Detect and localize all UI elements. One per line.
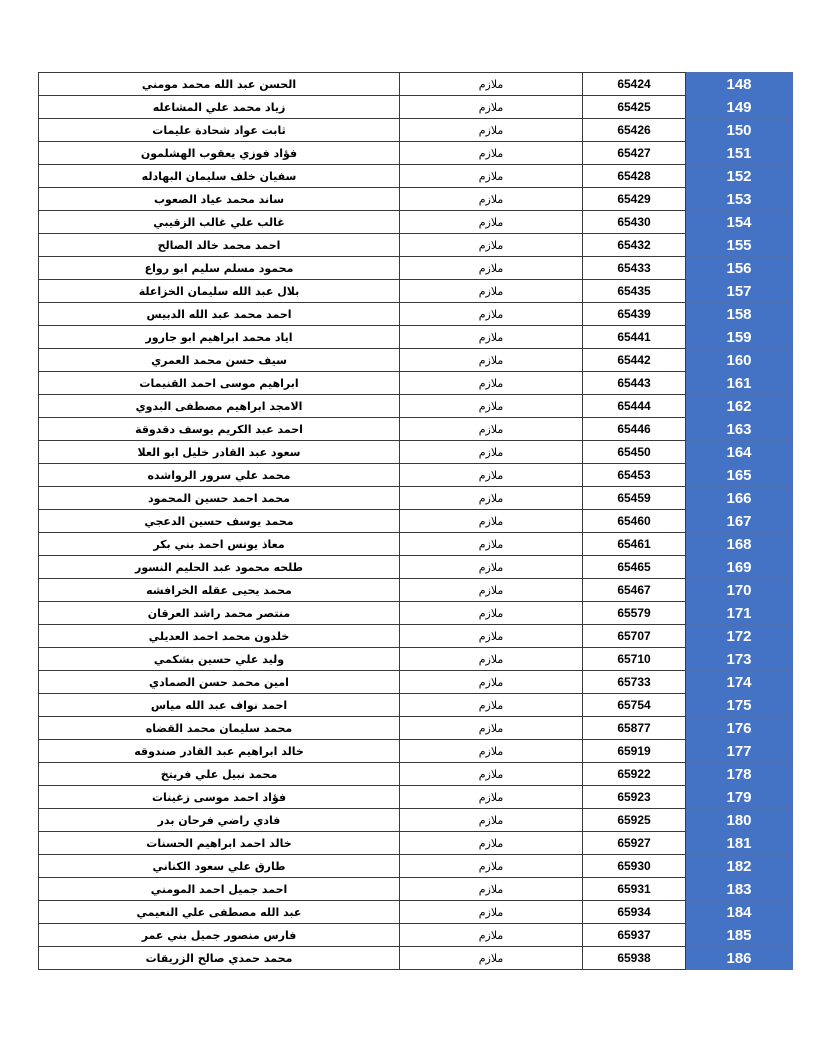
- officer-name-cell: الحسن عبد الله محمد مومني: [39, 73, 400, 96]
- table-row: [39, 763, 793, 786]
- military-number-cell: 65579: [583, 602, 686, 625]
- sequence-number-cell: 171: [686, 602, 793, 625]
- officer-name-cell: منتصر محمد راشد العرقان: [39, 602, 400, 625]
- rank-cell: ملازم: [400, 763, 583, 786]
- officer-name-cell: خلدون محمد احمد العديلي: [39, 625, 400, 648]
- military-number-cell: 65428: [583, 165, 686, 188]
- officer-name-cell: سعود عبد القادر خليل ابو العلا: [39, 441, 400, 464]
- rank-cell: ملازم: [400, 119, 583, 142]
- military-number-cell: 65453: [583, 464, 686, 487]
- military-number-cell: 65919: [583, 740, 686, 763]
- sequence-number-cell: 152: [686, 165, 793, 188]
- officer-name-cell: محمد نبيل علي فريتخ: [39, 763, 400, 786]
- military-number-cell: 65927: [583, 832, 686, 855]
- officer-name-cell: الامجد ابراهيم مصطفى البدوي: [39, 395, 400, 418]
- officer-name-cell: محمد علي سرور الرواشده: [39, 464, 400, 487]
- military-number-cell: 65439: [583, 303, 686, 326]
- sequence-number-cell: 164: [686, 441, 793, 464]
- rank-cell: ملازم: [400, 188, 583, 211]
- rank-cell: ملازم: [400, 211, 583, 234]
- sequence-number-cell: 185: [686, 924, 793, 947]
- sequence-number-cell: 183: [686, 878, 793, 901]
- rank-cell: ملازم: [400, 464, 583, 487]
- rank-cell: ملازم: [400, 786, 583, 809]
- table-row: [39, 280, 793, 303]
- sequence-number-cell: 169: [686, 556, 793, 579]
- rank-cell: ملازم: [400, 280, 583, 303]
- rank-cell: ملازم: [400, 947, 583, 970]
- table-row: [39, 832, 793, 855]
- sequence-number-cell: 178: [686, 763, 793, 786]
- officer-name-cell: احمد جميل احمد المومني: [39, 878, 400, 901]
- table-row: [39, 717, 793, 740]
- officer-name-cell: عبد الله مصطفى علي النعيمي: [39, 901, 400, 924]
- sequence-number-cell: 177: [686, 740, 793, 763]
- military-number-cell: 65433: [583, 257, 686, 280]
- officer-name-cell: محمد احمد حسين المحمود: [39, 487, 400, 510]
- officer-name-cell: احمد عبد الكريم يوسف دقدوقة: [39, 418, 400, 441]
- sequence-number-cell: 155: [686, 234, 793, 257]
- table-row: [39, 188, 793, 211]
- rank-cell: ملازم: [400, 349, 583, 372]
- sequence-number-cell: 158: [686, 303, 793, 326]
- officer-name-cell: اياد محمد ابراهيم ابو جارور: [39, 326, 400, 349]
- sequence-number-cell: 160: [686, 349, 793, 372]
- table-row: [39, 855, 793, 878]
- roster-body: [39, 73, 793, 970]
- rank-cell: ملازم: [400, 717, 583, 740]
- officer-name-cell: خالد احمد ابراهيم الحسنات: [39, 832, 400, 855]
- officer-name-cell: طارق علي سعود الكناني: [39, 855, 400, 878]
- officer-name-cell: فادي راضي فرحان بدر: [39, 809, 400, 832]
- military-number-cell: 65461: [583, 533, 686, 556]
- sequence-number-cell: 151: [686, 142, 793, 165]
- officer-name-cell: محمد يحيى عقله الخرافشه: [39, 579, 400, 602]
- military-number-cell: 65427: [583, 142, 686, 165]
- table-row: [39, 786, 793, 809]
- table-row: [39, 234, 793, 257]
- sequence-number-cell: 153: [686, 188, 793, 211]
- table-row: [39, 372, 793, 395]
- rank-cell: ملازم: [400, 648, 583, 671]
- officer-name-cell: محمد حمدي صالح الزريقات: [39, 947, 400, 970]
- table-row: [39, 924, 793, 947]
- table-row: [39, 142, 793, 165]
- table-row: [39, 947, 793, 970]
- sequence-number-cell: 154: [686, 211, 793, 234]
- rank-cell: ملازم: [400, 326, 583, 349]
- rank-cell: ملازم: [400, 901, 583, 924]
- military-number-cell: 65710: [583, 648, 686, 671]
- military-number-cell: 65707: [583, 625, 686, 648]
- sequence-number-cell: 161: [686, 372, 793, 395]
- military-number-cell: 65426: [583, 119, 686, 142]
- sequence-number-cell: 150: [686, 119, 793, 142]
- table-row: [39, 671, 793, 694]
- officer-name-cell: بلال عبد الله سليمان الخزاعلة: [39, 280, 400, 303]
- rank-cell: ملازم: [400, 533, 583, 556]
- rank-cell: ملازم: [400, 96, 583, 119]
- military-number-cell: 65934: [583, 901, 686, 924]
- table-row: [39, 395, 793, 418]
- rank-cell: ملازم: [400, 487, 583, 510]
- sequence-number-cell: 156: [686, 257, 793, 280]
- sequence-number-cell: 184: [686, 901, 793, 924]
- officer-name-cell: ثابت عواد شحادة عليمات: [39, 119, 400, 142]
- military-number-cell: 65444: [583, 395, 686, 418]
- military-number-cell: 65450: [583, 441, 686, 464]
- table-row: [39, 809, 793, 832]
- rank-cell: ملازم: [400, 142, 583, 165]
- officer-name-cell: احمد محمد خالد الصالح: [39, 234, 400, 257]
- sequence-number-cell: 182: [686, 855, 793, 878]
- sequence-number-cell: 175: [686, 694, 793, 717]
- officer-name-cell: طلحه محمود عبد الحليم النسور: [39, 556, 400, 579]
- officer-name-cell: غالب علي غالب الزقيبي: [39, 211, 400, 234]
- table-row: [39, 326, 793, 349]
- officer-name-cell: محمود مسلم سليم ابو رواع: [39, 257, 400, 280]
- officer-name-cell: فؤاد احمد موسى زغينات: [39, 786, 400, 809]
- table-row: [39, 901, 793, 924]
- table-row: [39, 349, 793, 372]
- rank-cell: ملازم: [400, 395, 583, 418]
- rank-cell: ملازم: [400, 878, 583, 901]
- rank-cell: ملازم: [400, 372, 583, 395]
- rank-cell: ملازم: [400, 625, 583, 648]
- table-row: [39, 648, 793, 671]
- rank-cell: ملازم: [400, 579, 583, 602]
- military-number-cell: 65877: [583, 717, 686, 740]
- table-row: [39, 556, 793, 579]
- officer-name-cell: امين محمد حسن الصمادي: [39, 671, 400, 694]
- rank-cell: ملازم: [400, 671, 583, 694]
- officer-name-cell: خالد ابراهيم عبد القادر صندوقه: [39, 740, 400, 763]
- rank-cell: ملازم: [400, 556, 583, 579]
- table-row: [39, 96, 793, 119]
- rank-cell: ملازم: [400, 257, 583, 280]
- military-number-cell: 65443: [583, 372, 686, 395]
- military-number-cell: 65442: [583, 349, 686, 372]
- rank-cell: ملازم: [400, 855, 583, 878]
- rank-cell: ملازم: [400, 832, 583, 855]
- officer-name-cell: ابراهيم موسى احمد القنيمات: [39, 372, 400, 395]
- table-row: [39, 625, 793, 648]
- military-number-cell: 65424: [583, 73, 686, 96]
- table-row: [39, 211, 793, 234]
- rank-cell: ملازم: [400, 740, 583, 763]
- table-row: [39, 73, 793, 96]
- officer-name-cell: فارس منصور جميل بني عمر: [39, 924, 400, 947]
- military-number-cell: 65754: [583, 694, 686, 717]
- officer-name-cell: وليد علي حسين بشكمي: [39, 648, 400, 671]
- sequence-number-cell: 176: [686, 717, 793, 740]
- sequence-number-cell: 173: [686, 648, 793, 671]
- military-number-cell: 65923: [583, 786, 686, 809]
- military-number-cell: 65733: [583, 671, 686, 694]
- sequence-number-cell: 186: [686, 947, 793, 970]
- table-row: [39, 418, 793, 441]
- sequence-number-cell: 172: [686, 625, 793, 648]
- table-row: [39, 878, 793, 901]
- sequence-number-cell: 148: [686, 73, 793, 96]
- sequence-number-cell: 163: [686, 418, 793, 441]
- officer-name-cell: محمد يوسف حسين الدعجي: [39, 510, 400, 533]
- military-number-cell: 65937: [583, 924, 686, 947]
- military-number-cell: 65430: [583, 211, 686, 234]
- sequence-number-cell: 159: [686, 326, 793, 349]
- table-row: [39, 510, 793, 533]
- officer-name-cell: ساند محمد عياد الصعوب: [39, 188, 400, 211]
- table-row: [39, 533, 793, 556]
- sequence-number-cell: 170: [686, 579, 793, 602]
- sequence-number-cell: 168: [686, 533, 793, 556]
- rank-cell: ملازم: [400, 694, 583, 717]
- sequence-number-cell: 157: [686, 280, 793, 303]
- military-number-cell: 65429: [583, 188, 686, 211]
- rank-cell: ملازم: [400, 602, 583, 625]
- officer-name-cell: زياد محمد علي المشاعله: [39, 96, 400, 119]
- rank-cell: ملازم: [400, 924, 583, 947]
- officer-name-cell: فؤاد فوزي يعقوب الهشلمون: [39, 142, 400, 165]
- rank-cell: ملازم: [400, 809, 583, 832]
- table-row: [39, 441, 793, 464]
- sequence-number-cell: 165: [686, 464, 793, 487]
- military-number-cell: 65432: [583, 234, 686, 257]
- rank-cell: ملازم: [400, 441, 583, 464]
- table-row: [39, 602, 793, 625]
- officer-name-cell: سفيان خلف سليمان البهادله: [39, 165, 400, 188]
- sequence-number-cell: 162: [686, 395, 793, 418]
- sequence-number-cell: 180: [686, 809, 793, 832]
- military-number-cell: 65460: [583, 510, 686, 533]
- table-row: [39, 303, 793, 326]
- sequence-number-cell: 174: [686, 671, 793, 694]
- table-row: [39, 694, 793, 717]
- military-number-cell: 65425: [583, 96, 686, 119]
- sequence-number-cell: 149: [686, 96, 793, 119]
- rank-cell: ملازم: [400, 510, 583, 533]
- military-number-cell: 65435: [583, 280, 686, 303]
- sequence-number-cell: 166: [686, 487, 793, 510]
- officer-name-cell: سيف حسن محمد العمري: [39, 349, 400, 372]
- officer-name-cell: محمد سليمان محمد القضاه: [39, 717, 400, 740]
- military-number-cell: 65465: [583, 556, 686, 579]
- military-number-cell: 65459: [583, 487, 686, 510]
- officer-name-cell: احمد محمد عبد الله الدبيس: [39, 303, 400, 326]
- military-number-cell: 65446: [583, 418, 686, 441]
- officer-name-cell: احمد نواف عبد الله مياس: [39, 694, 400, 717]
- roster-table: [38, 72, 793, 970]
- rank-cell: ملازم: [400, 418, 583, 441]
- table-row: [39, 119, 793, 142]
- officer-name-cell: معاذ يونس احمد بني بكر: [39, 533, 400, 556]
- sequence-number-cell: 179: [686, 786, 793, 809]
- rank-cell: ملازم: [400, 165, 583, 188]
- rank-cell: ملازم: [400, 303, 583, 326]
- rank-cell: ملازم: [400, 73, 583, 96]
- military-number-cell: 65467: [583, 579, 686, 602]
- table-row: [39, 257, 793, 280]
- military-number-cell: 65930: [583, 855, 686, 878]
- military-number-cell: 65922: [583, 763, 686, 786]
- sequence-number-cell: 167: [686, 510, 793, 533]
- military-number-cell: 65938: [583, 947, 686, 970]
- table-row: [39, 487, 793, 510]
- military-number-cell: 65925: [583, 809, 686, 832]
- military-number-cell: 65931: [583, 878, 686, 901]
- rank-cell: ملازم: [400, 234, 583, 257]
- sequence-number-cell: 181: [686, 832, 793, 855]
- military-number-cell: 65441: [583, 326, 686, 349]
- table-row: [39, 740, 793, 763]
- table-row: [39, 464, 793, 487]
- table-row: [39, 165, 793, 188]
- table-row: [39, 579, 793, 602]
